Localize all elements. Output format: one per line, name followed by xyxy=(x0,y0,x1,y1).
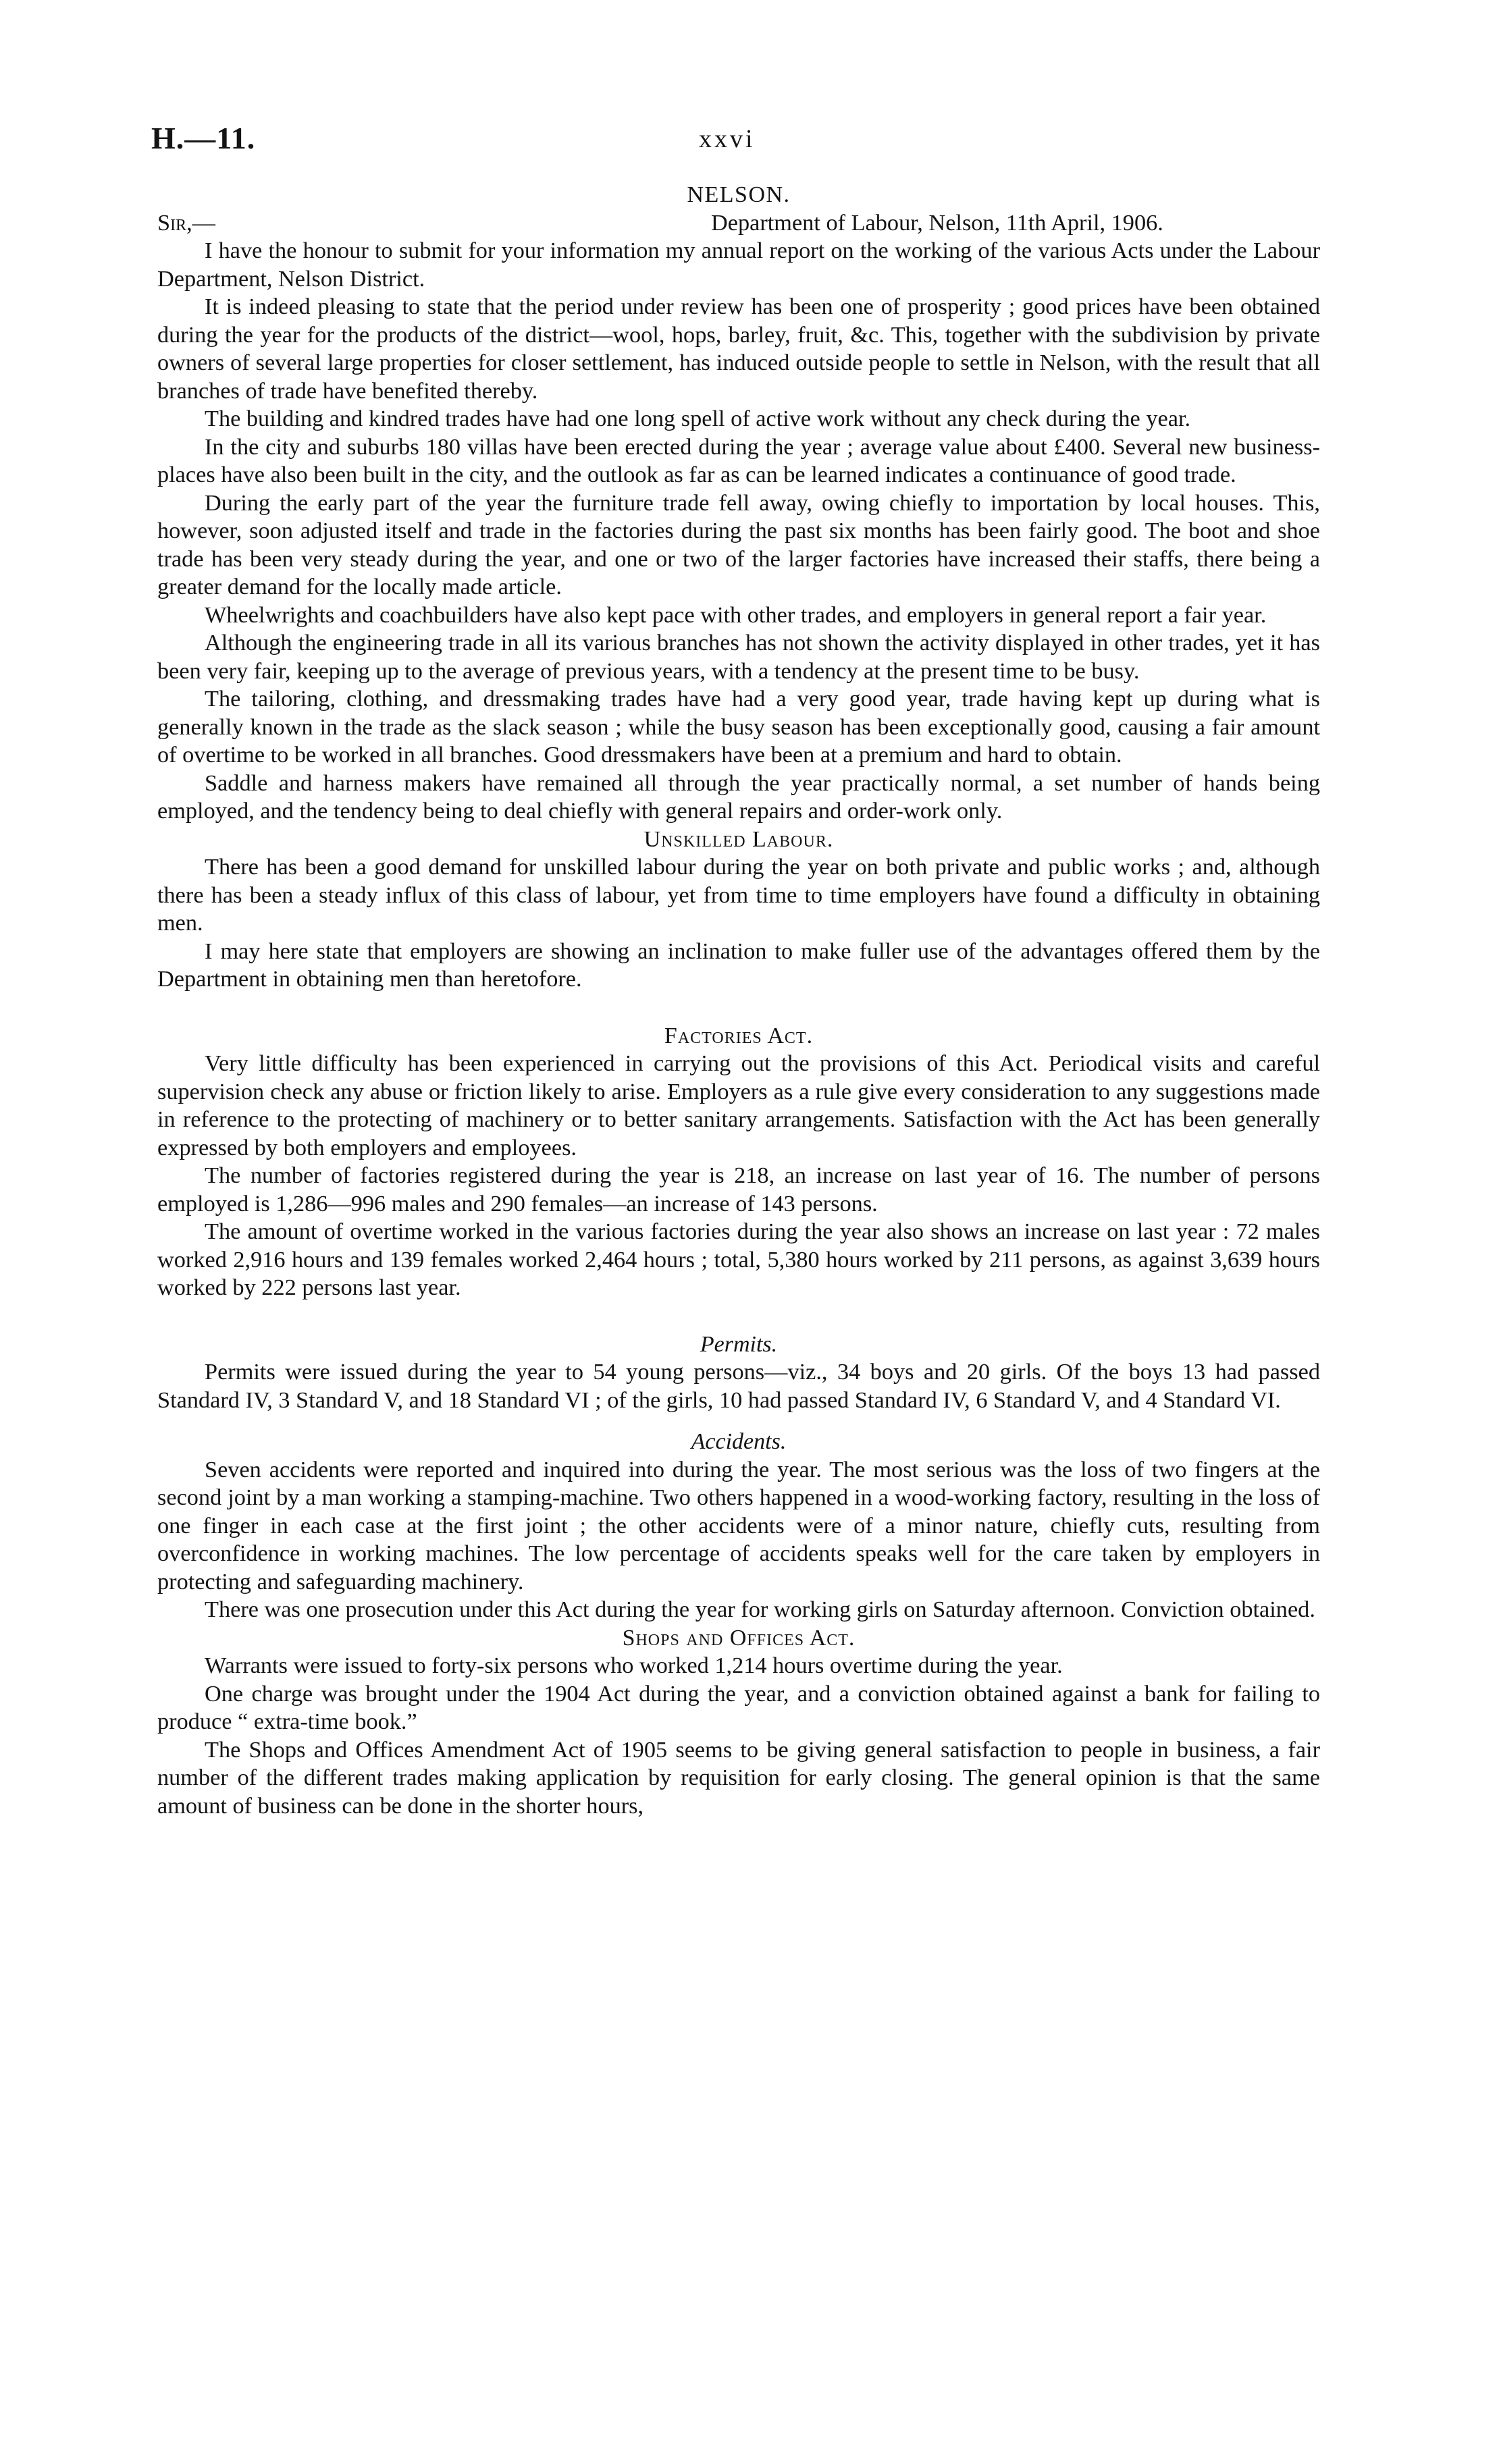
salutation: Sir,— xyxy=(157,209,215,236)
section-spacer xyxy=(157,1302,1320,1331)
paragraph: The number of factories registered during the year is 218, an increase on last year of 16. The number of persons employed is 1,286—996 males and 290 females—an increase of 143 persons. xyxy=(157,1162,1320,1216)
district-title: NELSON. xyxy=(687,182,791,207)
section-heading-shops-and-offices-act: Shops and Offices Act. xyxy=(622,1625,856,1651)
paragraph: It is indeed pleasing to state that the period under review has been one of prosperity ; good prices have been obtained during the year for the products of the district—wool, hops, barley, fruit, &c. This, together with the subdivision by private owners of several large properties for closer settlement, has induced outside people to settle in Nelson, with the result that all branches of trade have benefited thereby. xyxy=(157,294,1320,404)
section-heading-permits: Permits. xyxy=(700,1331,778,1357)
section-heading-factories-act: Factories Act. xyxy=(664,1023,814,1048)
paragraph: In the city and suburbs 180 villas have been erected during the year ; average value about £400. Several new business-places have also been built in the city, and the outlook as far as can be learned indicates a continuance of good trade. xyxy=(157,433,1320,487)
section-heading-unskilled-labour: Unskilled Labour. xyxy=(643,826,834,852)
paragraph: Warrants were issued to forty-six persons who worked 1,214 hours overtime during the year. xyxy=(205,1653,1063,1678)
page-number: xxvi xyxy=(699,125,756,153)
parliamentary-paper-reference: H.—11. xyxy=(151,121,256,155)
paragraph: The building and kindred trades have had one long spell of active work without any check during the year. xyxy=(205,406,1191,431)
paragraph: One charge was brought under the 1904 Act during the year, and a conviction obtained against a bank for failing to produce “ extra-time book.” xyxy=(157,1680,1320,1734)
paragraph: Very little difficulty has been experienced in carrying out the provisions of this Act. Periodical visits and careful supervision check any abuse or friction likely to arise. Employers as a rule give every consideration to any suggestions made in reference to the protecting of machinery or to better sanitary arrangements. Satisfaction with the Act has been generally expressed by both employers and employees. xyxy=(157,1050,1320,1160)
paragraph: Although the engineering trade in all its various branches has not shown the activity displayed in other trades, yet it has been very fair, keeping up to the average of previous years, with a tendency at the present time to be busy. xyxy=(157,630,1320,684)
dateline: Department of Labour, Nelson, 11th April, 1906. xyxy=(711,209,1163,236)
salutation-line xyxy=(157,209,1320,238)
paragraph: I have the honour to submit for your information my annual report on the working of the various Acts under the Labour Department, Nelson District. xyxy=(157,238,1320,292)
section-heading-accidents: Accidents. xyxy=(691,1429,787,1454)
paragraph: During the early part of the year the furniture trade fell away, owing chiefly to importation by local houses. This, however, soon adjusted itself and trade in the factories during the past six months has been fairly good. The boot and shoe trade has been very steady during the year, and one or two of the larger factories have increased their staffs, there being a greater demand for the locally made article. xyxy=(157,489,1320,599)
paragraph: I may here state that employers are showing an inclination to make fuller use of the advantages offered them by the Department in obtaining men than heretofore. xyxy=(157,938,1320,992)
paragraph: The Shops and Offices Amendment Act of 1905 seems to be giving general satisfaction to people in business, a fair number of the different trades making application by requisition for early closing. The general opinion is that the same amount of business can be done in the shorter hours, xyxy=(157,1736,1320,1819)
paragraph: There has been a good demand for unskilled labour during the year on both private and public works ; and, although there has been a steady influx of this class of labour, yet from time to time employers have found a difficulty in obtaining men. xyxy=(157,854,1320,936)
report-body xyxy=(157,181,1320,1820)
paragraph: There was one prosecution under this Act during the year for working girls on Saturday afternoon. Conviction obtained. xyxy=(205,1597,1315,1622)
paragraph: The amount of overtime worked in the various factories during the year also shows an increase on last year : 72 males worked 2,916 hours and 139 females worked 2,464 hours ; total, 5,380 hours worked by 211 persons, as against 3,639 hours worked by 222 persons last year. xyxy=(157,1218,1320,1300)
paragraph: The tailoring, clothing, and dressmaking trades have had a very good year, trade having kept up during what is generally known in the trade as the slack season ; while the busy season has been exceptionally good, causing a fair amount of overtime to be worked in all branches. Good dressmakers have been at a premium and hard to obtain. xyxy=(157,686,1320,768)
paragraph: Permits were issued during the year to 54 young persons—viz., 34 boys and 20 girls. Of the boys 13 had passed Standard IV, 3 Standard V, and 18 Standard VI ; of the girls, 10 had passed Standard IV, 6 Standard V, and 4 Standard VI. xyxy=(157,1359,1320,1413)
paragraph: Wheelwrights and coachbuilders have also kept pace with other trades, and employers in general report a fair year. xyxy=(205,601,1267,628)
section-spacer xyxy=(157,994,1320,1022)
section-spacer xyxy=(157,1414,1320,1428)
paragraph: Saddle and harness makers have remained all through the year practically normal, a set number of hands being employed, and the tendency being to deal chiefly with general repairs and order-work only. xyxy=(157,770,1320,824)
paragraph: Seven accidents were reported and inquired into during the year. The most serious was the loss of two fingers at the second joint by a man working a stamping-machine. Two others happened in a wood-working factory, resulting in the loss of one finger in each case at the first joint ; the other accidents were of a minor nature, chiefly cuts, resulting from overconfidence in working machines. The low percentage of accidents speaks well for the care taken by employers in protecting and safeguarding machinery. xyxy=(157,1456,1320,1595)
